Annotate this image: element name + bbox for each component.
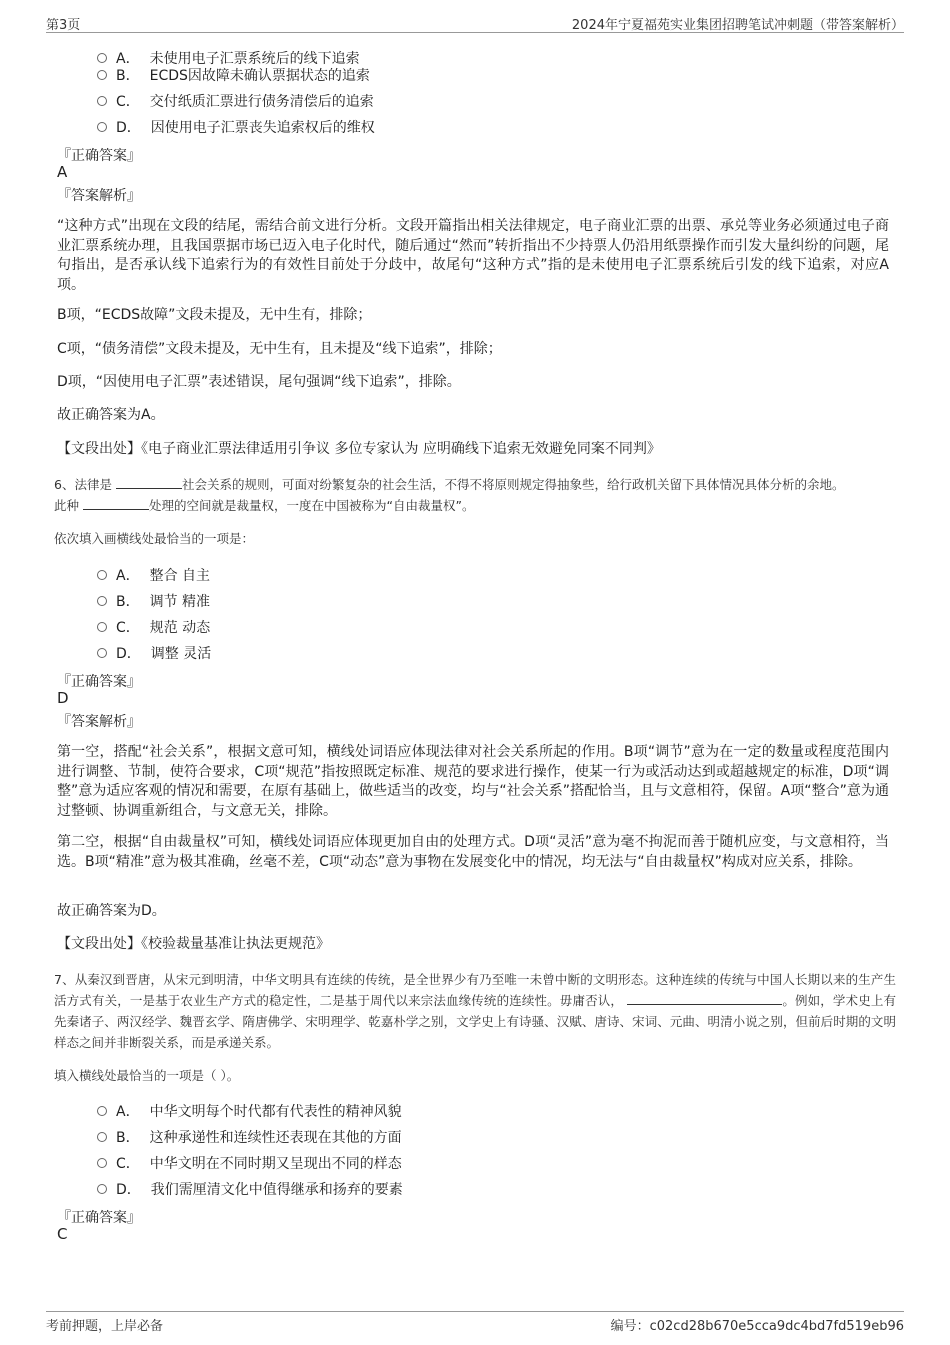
q5-option-b[interactable]: B． ECDS因故障未确认票据状态的追索: [97, 65, 370, 85]
q5-analysis-paragraph: C项，“债务清偿”文段未提及，无中生有，且未提及“线下追索”，排除；: [57, 341, 502, 357]
radio-icon[interactable]: [97, 1158, 107, 1168]
q5-analysis-paragraph: D项，“因使用电子汇票”表述错误，尾句强调“线下追索”，排除。: [57, 374, 461, 390]
fill-blank: [627, 990, 782, 1005]
q6-analysis-paragraph: 第二空，根据“自由裁量权”可知，横线处词语应体现更加自由的处理方式。D项“灵活”意为毫不拘泥而善于随机应变，与文意相符，当选。B项“精准”意为极其准确，丝毫不差，C项“动态”意为事物在发展变化中的情况，均无法与“自由裁量权”构成对应关系，排除。: [57, 834, 889, 870]
radio-icon[interactable]: [97, 53, 107, 63]
q5-analysis-paragraph: “这种方式”出现在文段的结尾，需结合前文进行分析。文段开篇指出相关法律规定，电子商业汇票的出票、承兑等业务必须通过电子商业汇票系统办理，且我国票据市场已迈入电子化时代，随后通过“然而”转折指出不少持票人仍沿用纸票操作而引发大量纠纷的问题，尾句指出，是否承认线下追索行为的有效性目前处于分歧中，故尾句“这种方式”指的是未使用电子汇票系统后引发的线下追索，对应A项。: [57, 218, 889, 293]
q6-prompt: 依次填入画横线处最恰当的一项是：: [54, 531, 255, 546]
q6-source: 【文段出处】《校验裁量基准让执法更规范》: [57, 936, 330, 952]
q5-answer-label: 『正确答案』: [57, 148, 141, 164]
fill-blank: [83, 495, 149, 510]
q7-option-c[interactable]: C． 中华文明在不同时期又呈现出不同的样态: [97, 1153, 402, 1173]
radio-icon[interactable]: [97, 96, 107, 106]
q6-option-c[interactable]: C． 规范 动态: [97, 617, 210, 637]
q6-analysis-paragraph: 第一空，搭配“社会关系”，根据文意可知，横线处词语应体现法律对社会关系所起的作用。B项“调节”意为在一定的数量或程度范围内进行调整、节制，使符合要求，C项“规范”指按照既定标准、规范的要求进行操作，使某一行为或活动达到或超越规定的标准，D项“调整”意为适应客观的情况和需要，在原有基础上，做些适当的改变，均与“社会关系”搭配恰当，且与文意相符，保留。A项“整合”意为通过整顿、协调重新组合，与文意无关，排除。: [57, 744, 889, 819]
q5-option-d[interactable]: D． 因使用电子汇票丧失追索权后的维权: [97, 117, 375, 137]
q7-stem: 7、从秦汉到晋唐，从宋元到明清，中华文明具有连续的传统，是全世界少有乃至唯一未曾中断的文明形态。这种连续的传统与中国人长期以来的生产生活方式有关，一是基于农业生产方式的稳定性，二是基于周代以来宗法血缘传统的连续性。毋庸否认， 。例如，学术史上有先秦诸子、两汉经学、魏晋玄学、隋唐佛学、宋明理学、乾嘉朴学之别，文学史上有诗骚、汉赋、唐诗、宋词、元曲、明清小说之别，但前后时期的文明样态之间并非断裂关系，而是承递关系。: [54, 972, 896, 1050]
q5-answer: A: [57, 163, 68, 181]
radio-icon[interactable]: [97, 596, 107, 606]
document-id: 编号：c02cd28b670e5cca9dc4bd7fd519eb96: [610, 1319, 904, 1334]
fill-blank: [116, 474, 182, 489]
q5-option-c[interactable]: C． 交付纸质汇票进行债务清偿后的追索: [97, 91, 374, 111]
q6-option-a[interactable]: A． 整合 自主: [97, 565, 210, 585]
q5-analysis-label: 『答案解析』: [57, 188, 141, 204]
q6-option-b[interactable]: B． 调节 精准: [97, 591, 210, 611]
q6-conclusion: 故正确答案为D。: [57, 903, 166, 919]
q6-answer: D: [57, 689, 69, 707]
q7-option-b[interactable]: B． 这种承递性和连续性还表现在其他的方面: [97, 1127, 402, 1147]
document-title: 2024年宁夏福苑实业集团招聘笔试冲刺题（带答案解析）: [571, 18, 904, 33]
q6-stem: 6、法律是 社会关系的规则，可面对纷繁复杂的社会生活，不得不将原则规定得抽象些，给行政机关留下具体情况具体分析的余地。 此种 处理的空间就是裁量权，一度在中国被称为“自由裁量权”。: [54, 474, 896, 516]
radio-icon[interactable]: [97, 70, 107, 80]
q5-option-a[interactable]: A． 未使用电子汇票系统后的线下追索: [97, 48, 360, 68]
q5-source: 【文段出处】《电子商业汇票法律适用引争议 多位专家认为 应明确线下追索无效避免同案不同判》: [57, 441, 661, 457]
q7-answer-label: 『正确答案』: [57, 1210, 141, 1226]
page-footer: [46, 1311, 904, 1334]
radio-icon[interactable]: [97, 1184, 107, 1194]
radio-icon[interactable]: [97, 1132, 107, 1142]
page-number: 第3页: [46, 18, 81, 33]
footer-slogan: 考前押题，上岸必备: [46, 1319, 164, 1334]
q7-prompt: 填入横线处最恰当的一项是（ ）。: [54, 1068, 240, 1083]
q7-answer: C: [57, 1225, 68, 1243]
radio-icon[interactable]: [97, 622, 107, 632]
q6-answer-label: 『正确答案』: [57, 674, 141, 690]
radio-icon[interactable]: [97, 648, 107, 658]
radio-icon[interactable]: [97, 122, 107, 132]
q5-conclusion: 故正确答案为A。: [57, 407, 165, 423]
radio-icon[interactable]: [97, 570, 107, 580]
q6-option-d[interactable]: D． 调整 灵活: [97, 643, 211, 663]
q7-option-a[interactable]: A． 中华文明每个时代都有代表性的精神风貌: [97, 1101, 402, 1121]
q6-analysis-label: 『答案解析』: [57, 714, 141, 730]
page-header: [46, 12, 904, 33]
q7-option-d[interactable]: D． 我们需厘清文化中值得继承和扬弃的要素: [97, 1179, 403, 1199]
radio-icon[interactable]: [97, 1106, 107, 1116]
q5-analysis-paragraph: B项，“ECDS故障”文段未提及，无中生有，排除；: [57, 307, 372, 323]
